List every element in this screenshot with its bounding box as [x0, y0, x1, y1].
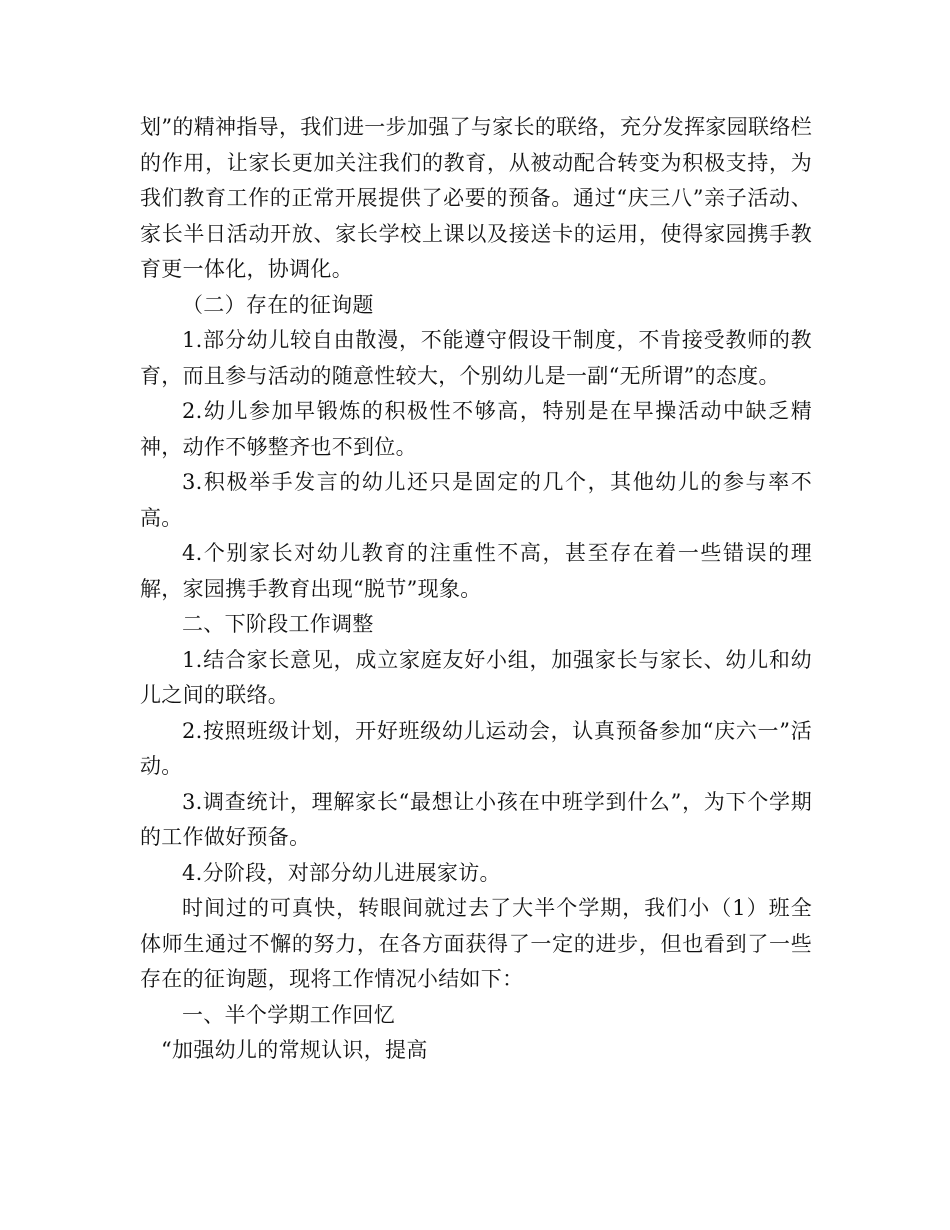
- adjustment-item-2: 2.按照班级计划，开好班级幼儿运动会，认真预备参加“庆六一”活动。: [140, 718, 812, 778]
- adjustment-item-4: 4.分阶段，对部分幼儿进展家访。: [182, 860, 501, 885]
- problem-item-4: 4.个别家长对幼儿教育的注重性不高，甚至存在着一些错误的理解，家园携手教育出现“脱节”现象。: [140, 541, 812, 601]
- problem-item-3: 3.积极举手发言的幼儿还只是固定的几个，其他幼儿的参与率不高。: [140, 470, 812, 530]
- problem-item-1: 1.部分幼儿较自由散漫，不能遵守假设干制度，不肯接受教师的教育，而且参与活动的随意性较大，个别幼儿是一副“无所谓”的态度。: [140, 328, 812, 388]
- adjustment-item-1: 1.结合家长意见，成立家庭友好小组，加强家长与家长、幼儿和幼儿之间的联络。: [140, 647, 812, 707]
- intro-paragraph: 时间过的可真快，转眼间就过去了大半个学期，我们小（1）班全体师生通过不懈的努力，在各方面获得了一定的进步，但也看到了一些存在的征询题，现将工作情况小结如下：: [140, 896, 812, 991]
- adjustment-item-3: 3.调查统计，理解家长“最想让小孩在中班学到什么”，为下个学期的工作做好预备。: [140, 789, 812, 849]
- problem-item-2: 2.幼儿参加早锻炼的积极性不够高，特别是在早操活动中缺乏精神，动作不够整齐也不到位。: [140, 399, 812, 459]
- section-heading-review: 一、半个学期工作回忆: [182, 1002, 395, 1027]
- quote-paragraph: “加强幼儿的常规认识，提高: [161, 1038, 428, 1062]
- section-heading-problems: （二）存在的征询题: [182, 292, 374, 317]
- document-page: [140, 110, 812, 1069]
- section-heading-adjustment: 二、下阶段工作调整: [182, 612, 374, 636]
- paragraph-1: 划”的精神指导，我们进一步加强了与家长的联络，充分发挥家园联络栏的作用，让家长更加关注我们的教育，从被动配合转变为积极支持，为我们教育工作的正常开展提供了必要的预备。通过“庆三八”亲子活动、家长半日活动开放、家长学校上课以及接送卡的运用，使得家园携手教育更一体化，协调化。: [140, 115, 812, 281]
